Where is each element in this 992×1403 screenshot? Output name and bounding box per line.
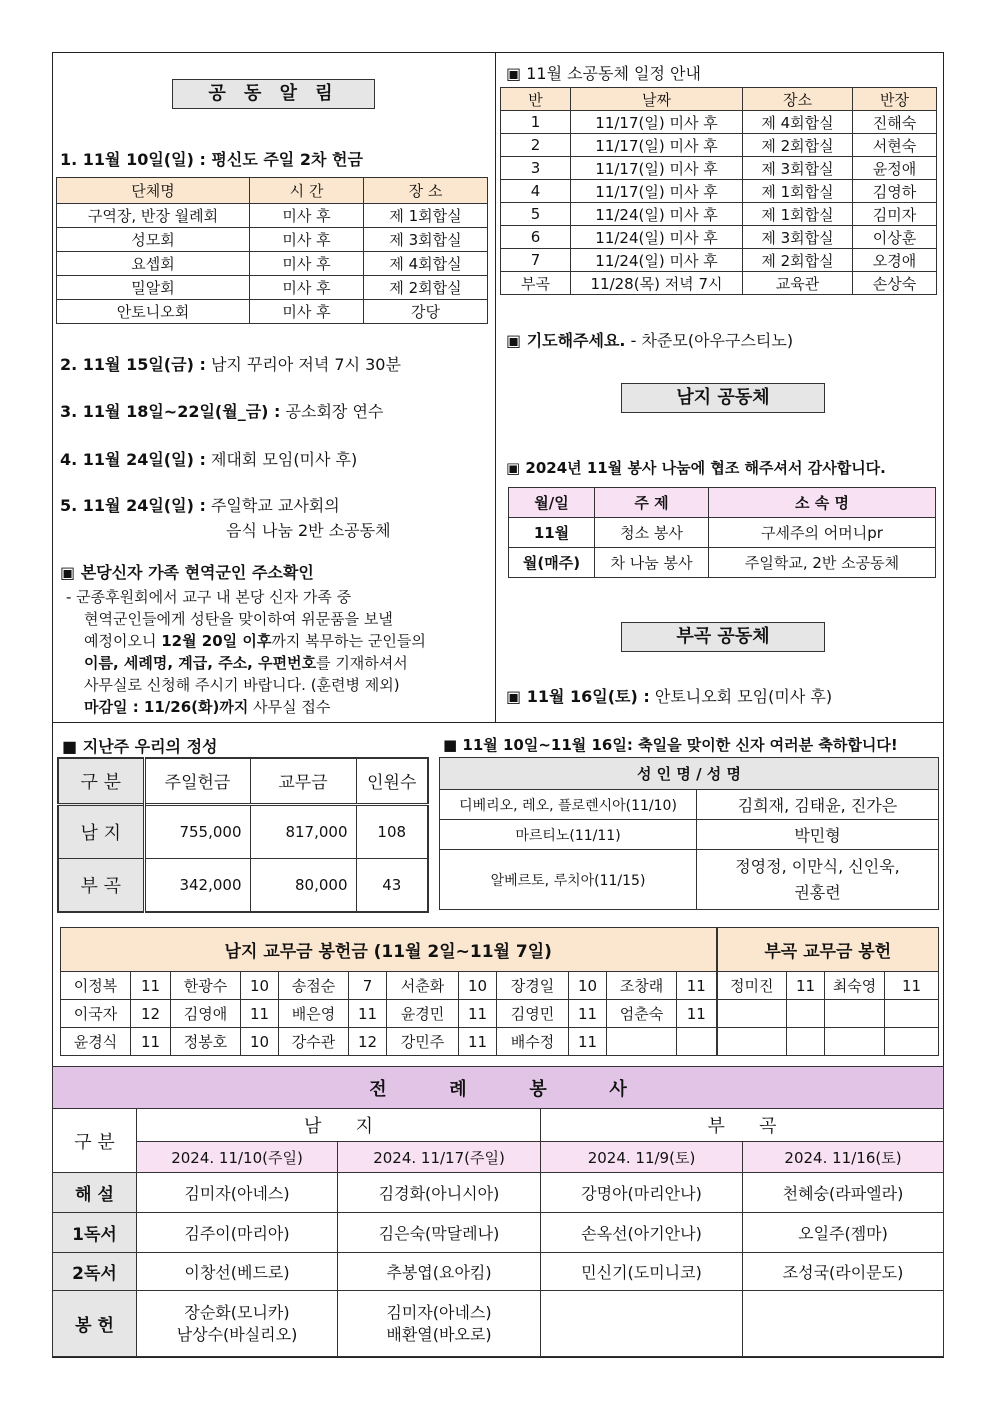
- table-row: [61, 972, 939, 1000]
- cell: 7: [501, 249, 571, 272]
- cell: 청소 봉사: [595, 518, 709, 548]
- service-thanks-table: [508, 487, 936, 578]
- table-row: [501, 134, 937, 157]
- cell: 3: [501, 157, 571, 180]
- col-header: 반: [501, 88, 571, 111]
- cell: 11: [569, 1028, 607, 1056]
- emphasis: 이름, 세례명, 계급, 주소, 우편번호: [84, 654, 317, 672]
- cell: [787, 1028, 825, 1056]
- cell: 12: [131, 1000, 171, 1028]
- cell: 밀알회: [57, 276, 250, 300]
- col-header: 날짜: [571, 88, 743, 111]
- table-row: [61, 1028, 939, 1056]
- table-row: [53, 1173, 944, 1213]
- col-header: 시 간: [250, 178, 364, 204]
- notice-line1: - 군종후원회에서 교구 내 본당 신자 가족 중: [66, 588, 352, 606]
- cell: 이정복: [61, 972, 131, 1000]
- feast-message: 축일을 맞이한 신자 여러분 축하합니다!: [632, 736, 898, 754]
- cell: [743, 1291, 944, 1357]
- saint-names: 마르티노(11/11): [440, 820, 697, 850]
- col-header: 장 소: [364, 178, 488, 204]
- cell: 최숙영: [825, 972, 885, 1000]
- cell: 오경애: [853, 249, 937, 272]
- cell: 강명아(마리안나): [541, 1173, 743, 1213]
- cell: 서춘화: [387, 972, 459, 1000]
- item2: [60, 352, 401, 375]
- notice-line6: [84, 696, 330, 717]
- cell: 10: [459, 972, 497, 1000]
- cell: 미사 후: [250, 276, 364, 300]
- cell: 김경화(아니시아): [338, 1173, 541, 1213]
- col-header: 성 인 명 / 성 명: [440, 758, 939, 790]
- cell: 11: [677, 1000, 717, 1028]
- thanks-title: ▣ 2024년 11월 봉사 나눔에 협조 해주셔서 감사합니다.: [506, 459, 886, 477]
- cell: 제 3회합실: [743, 226, 853, 249]
- cell: 김영애: [171, 1000, 241, 1028]
- cell: 제 4회합실: [743, 111, 853, 134]
- cell: 11: [241, 1000, 279, 1028]
- notice-title: ▣ 본당신자 가족 현역군인 주소확인: [60, 563, 314, 582]
- cell: 4: [501, 180, 571, 203]
- member-names: [697, 850, 939, 910]
- table-row: [509, 518, 936, 548]
- cell: 11: [131, 972, 171, 1000]
- table-row: [58, 804, 428, 858]
- cell: 엄춘숙: [607, 1000, 677, 1028]
- cell: 6: [501, 226, 571, 249]
- cell: [885, 1028, 939, 1056]
- small-community-schedule-table: [500, 87, 937, 295]
- namji-header: 남 지: [137, 1109, 541, 1142]
- cell: 진해숙: [853, 111, 937, 134]
- date-header: 2024. 11/9(토): [541, 1142, 743, 1173]
- cell: [885, 1000, 939, 1028]
- col-header: 인원수: [356, 758, 428, 804]
- table-row: [501, 272, 937, 295]
- col-header: 장소: [743, 88, 853, 111]
- cell: 7: [349, 972, 387, 1000]
- col-header: 주일헌금: [144, 758, 250, 804]
- text: 예정이오니: [84, 632, 162, 650]
- item5-text: 주일학교 교사회의: [210, 496, 340, 515]
- cell: 미사 후: [250, 228, 364, 252]
- cell: 11/28(목) 저녁 7시: [571, 272, 743, 295]
- col-header: 주 제: [595, 488, 709, 518]
- cell: 10: [241, 972, 279, 1000]
- cell: 755,000: [144, 804, 250, 858]
- cell: 제 3회합실: [364, 228, 488, 252]
- offering-title: ■ 지난주 우리의 정성: [62, 737, 218, 756]
- table-row: [501, 203, 937, 226]
- cell: 11: [569, 1000, 607, 1028]
- col-header: 구 분: [58, 758, 144, 804]
- table-row: [57, 300, 488, 324]
- cell: 손상숙: [853, 272, 937, 295]
- table-row: [57, 276, 488, 300]
- name-line: 남상수(바실리오): [176, 1324, 298, 1344]
- notice-line4: [84, 652, 408, 673]
- cell: 윤경식: [61, 1028, 131, 1056]
- cell: 강당: [364, 300, 488, 324]
- bugok-header: 부 곡: [541, 1109, 944, 1142]
- cell: 제 2회합실: [743, 134, 853, 157]
- table-row: [61, 1000, 939, 1028]
- cell: 1: [501, 111, 571, 134]
- cell: 342,000: [144, 858, 250, 912]
- cell: [717, 1000, 787, 1028]
- row-label: 봉 헌: [53, 1291, 137, 1357]
- cell: 강민주: [387, 1028, 459, 1056]
- item5-text2: 음식 나눔 2반 소공동체: [226, 521, 391, 540]
- item5-date: 5. 11월 24일(일) :: [60, 496, 206, 515]
- cell: 11/24(일) 미사 후: [571, 226, 743, 249]
- cell: 이창선(베드로): [137, 1253, 338, 1291]
- notice-line5: 사무실로 신청해 주시기 바랍니다. (훈련병 제외): [84, 676, 400, 694]
- cell: 조창래: [607, 972, 677, 1000]
- joint-notice-banner: 공 동 알 림: [172, 79, 375, 109]
- table-row: [501, 157, 937, 180]
- bugok-item-text: 안토니오회 모임(미사 후): [654, 687, 833, 706]
- bugok-dues-title: 부곡 교무금 봉헌: [717, 928, 939, 972]
- cell: 미사 후: [250, 252, 364, 276]
- item4-text: 제대회 모임(미사 후): [210, 450, 358, 469]
- member-names: 김희재, 김태윤, 진가은: [697, 790, 939, 820]
- cell: 정봉호: [171, 1028, 241, 1056]
- column-divider: [495, 52, 496, 722]
- cell: 제 4회합실: [364, 252, 488, 276]
- cell: 요셉회: [57, 252, 250, 276]
- cell: 11/17(일) 미사 후: [571, 180, 743, 203]
- cell: 11: [349, 1000, 387, 1028]
- row-label: 부 곡: [58, 858, 144, 912]
- cell: 부곡: [501, 272, 571, 295]
- feast-table: [439, 757, 939, 910]
- table-row: [57, 204, 488, 228]
- cell: 2: [501, 134, 571, 157]
- dues-table: [60, 927, 939, 1056]
- cell: 추봉엽(요아킴): [338, 1253, 541, 1291]
- cell: [825, 1028, 885, 1056]
- prayer-request: [506, 328, 793, 351]
- cell: 강수관: [279, 1028, 349, 1056]
- cell: [338, 1291, 541, 1357]
- cell: 안토니오회: [57, 300, 250, 324]
- table-row: [53, 1213, 944, 1253]
- date-header: 2024. 11/17(주일): [338, 1142, 541, 1173]
- cell: 김미자: [853, 203, 937, 226]
- cell: 11/17(일) 미사 후: [571, 134, 743, 157]
- col-header: 소 속 명: [709, 488, 936, 518]
- cell: 김영민: [497, 1000, 569, 1028]
- cell: 김은숙(막달레나): [338, 1213, 541, 1253]
- cell: 11: [677, 972, 717, 1000]
- text: 까지 복무하는 군인들의: [271, 632, 426, 650]
- table-row: [509, 548, 936, 578]
- item3-text: 공소회장 연수: [285, 402, 384, 421]
- row-label: 해 설: [53, 1173, 137, 1213]
- saint-names: 알베르토, 루치아(11/15): [440, 850, 697, 910]
- cell: [541, 1291, 743, 1357]
- cell: 11/24(일) 미사 후: [571, 203, 743, 226]
- item3-date: 3. 11월 18일~22일(월_금) :: [60, 402, 281, 421]
- cell: 윤경민: [387, 1000, 459, 1028]
- cell: 10: [569, 972, 607, 1000]
- cell: 손옥선(아기안나): [541, 1213, 743, 1253]
- table-row: [501, 226, 937, 249]
- table-row: [57, 228, 488, 252]
- feast-title: [443, 734, 898, 755]
- col-header: 반장: [853, 88, 937, 111]
- col-header: 월/일: [509, 488, 595, 518]
- item4: [60, 447, 357, 470]
- cell: 송점순: [279, 972, 349, 1000]
- table-row: [58, 858, 428, 912]
- cell: 월(매주): [509, 548, 595, 578]
- cell: 제 1회합실: [364, 204, 488, 228]
- cell: 성모회: [57, 228, 250, 252]
- bugok-community-banner: 부곡 공동체: [621, 622, 825, 652]
- notice-line3: [84, 630, 426, 651]
- member-names: 박민형: [697, 820, 939, 850]
- row-label: 1독서: [53, 1213, 137, 1253]
- table-row: [501, 111, 937, 134]
- namji-dues-title: 남지 교무금 봉헌금 (11월 2일~11월 7일): [61, 928, 717, 972]
- cell: 11: [459, 1000, 497, 1028]
- cell: 김미자(아네스): [137, 1173, 338, 1213]
- cell: [137, 1291, 338, 1357]
- cell: 11/17(일) 미사 후: [571, 111, 743, 134]
- liturgy-service-table: [52, 1066, 944, 1357]
- member-names-line1: 정영정, 이만식, 신인욱,: [735, 856, 900, 876]
- cell: 11/17(일) 미사 후: [571, 157, 743, 180]
- table-row: [53, 1253, 944, 1291]
- cell: 제 2회합실: [743, 249, 853, 272]
- cell: [677, 1028, 717, 1056]
- item4-date: 4. 11월 24일(일) :: [60, 450, 206, 469]
- schedule-title: ▣ 11월 소공동체 일정 안내: [506, 64, 701, 83]
- item2-date: 2. 11월 15일(금) :: [60, 355, 206, 374]
- item5: [60, 493, 340, 516]
- cell: 미사 후: [250, 204, 364, 228]
- liturgy-title: 전 례 봉 사: [53, 1067, 944, 1109]
- name-line: 김미자(아네스): [386, 1302, 492, 1322]
- cell: 민신기(도미니코): [541, 1253, 743, 1291]
- cell: 조성국(라이문도): [743, 1253, 944, 1291]
- cell: 윤정애: [853, 157, 937, 180]
- namji-community-banner: 남지 공동체: [621, 383, 825, 413]
- cell: 11: [131, 1028, 171, 1056]
- member-names-line2: 권홍련: [794, 882, 841, 902]
- cell: 제 3회합실: [743, 157, 853, 180]
- cell: [607, 1028, 677, 1056]
- cell: 한광수: [171, 972, 241, 1000]
- cell: 김주이(마리아): [137, 1213, 338, 1253]
- cell: 817,000: [250, 804, 356, 858]
- cell: 구역장, 반장 월례회: [57, 204, 250, 228]
- cell: 정미진: [717, 972, 787, 1000]
- text: 사무실 접수: [248, 698, 331, 716]
- cell: 11: [787, 972, 825, 1000]
- table-row: [501, 249, 937, 272]
- cell: 서현숙: [853, 134, 937, 157]
- item3: [60, 399, 383, 422]
- notice-line2: 현역군인들에게 성탄을 맞이하여 위문품을 보낼: [84, 610, 393, 628]
- cell: 80,000: [250, 858, 356, 912]
- table-row: [57, 252, 488, 276]
- table-row: [440, 820, 939, 850]
- date-header: 2024. 11/16(토): [743, 1142, 944, 1173]
- cell: 차 나눔 봉사: [595, 548, 709, 578]
- cell: 43: [356, 858, 428, 912]
- cell: 12: [349, 1028, 387, 1056]
- row-label: 2독서: [53, 1253, 137, 1291]
- item1-heading: 1. 11월 10일(일) : 평신도 주일 2차 헌금: [60, 150, 363, 169]
- cell: 교육관: [743, 272, 853, 295]
- date-header: 2024. 11/10(주일): [137, 1142, 338, 1173]
- prayer-name: - 차준모(아우구스티노): [630, 331, 794, 350]
- group-meeting-table: [56, 177, 488, 324]
- col-header: 교무금: [250, 758, 356, 804]
- cell: [717, 1028, 787, 1056]
- item2-text: 남지 꾸리아 저녁 7시 30분: [210, 355, 401, 374]
- cell: 이국자: [61, 1000, 131, 1028]
- prayer-label: ▣ 기도해주세요.: [506, 331, 626, 350]
- cell: 11월: [509, 518, 595, 548]
- offering-table: [57, 757, 429, 913]
- cell: 미사 후: [250, 300, 364, 324]
- text: 를 기재하셔서: [316, 654, 408, 672]
- cell: 주일학교, 2반 소공동체: [709, 548, 936, 578]
- bugok-item: [506, 684, 832, 707]
- cell: 11: [885, 972, 939, 1000]
- cell: 이상훈: [853, 226, 937, 249]
- table-row: [501, 180, 937, 203]
- cell: 11/24(일) 미사 후: [571, 249, 743, 272]
- cell: 108: [356, 804, 428, 858]
- cell: [787, 1000, 825, 1028]
- cell: [825, 1000, 885, 1028]
- cell: 김영하: [853, 180, 937, 203]
- feast-dates: ■ 11월 10일~11월 16일:: [443, 736, 633, 754]
- col-header: 단체명: [57, 178, 250, 204]
- row-label: 남 지: [58, 804, 144, 858]
- name-line: 장순화(모니카): [184, 1302, 290, 1322]
- cell: 11: [459, 1028, 497, 1056]
- bugok-item-date: ▣ 11월 16일(토) :: [506, 687, 650, 706]
- gubun-header: 구 분: [53, 1109, 137, 1173]
- saint-names: 디베리오, 레오, 플로렌시아(11/10): [440, 790, 697, 820]
- table-row: [440, 790, 939, 820]
- section-divider: [52, 722, 944, 723]
- cell: 오일주(젬마): [743, 1213, 944, 1253]
- cell: 배은영: [279, 1000, 349, 1028]
- cell: 구세주의 어머니pr: [709, 518, 936, 548]
- cell: 배수정: [497, 1028, 569, 1056]
- cell: 제 1회합실: [743, 180, 853, 203]
- name-line: 배환열(바오로): [386, 1324, 492, 1344]
- cell: 제 2회합실: [364, 276, 488, 300]
- table-row: [440, 850, 939, 910]
- table-row: [53, 1291, 944, 1357]
- cell: 10: [241, 1028, 279, 1056]
- cell: 5: [501, 203, 571, 226]
- emphasis: 12월 20일 이후: [161, 632, 272, 650]
- cell: 장경일: [497, 972, 569, 1000]
- deadline: 마감일 : 11/26(화)까지: [84, 698, 249, 716]
- cell: 제 1회합실: [743, 203, 853, 226]
- cell: 천혜숭(라파엘라): [743, 1173, 944, 1213]
